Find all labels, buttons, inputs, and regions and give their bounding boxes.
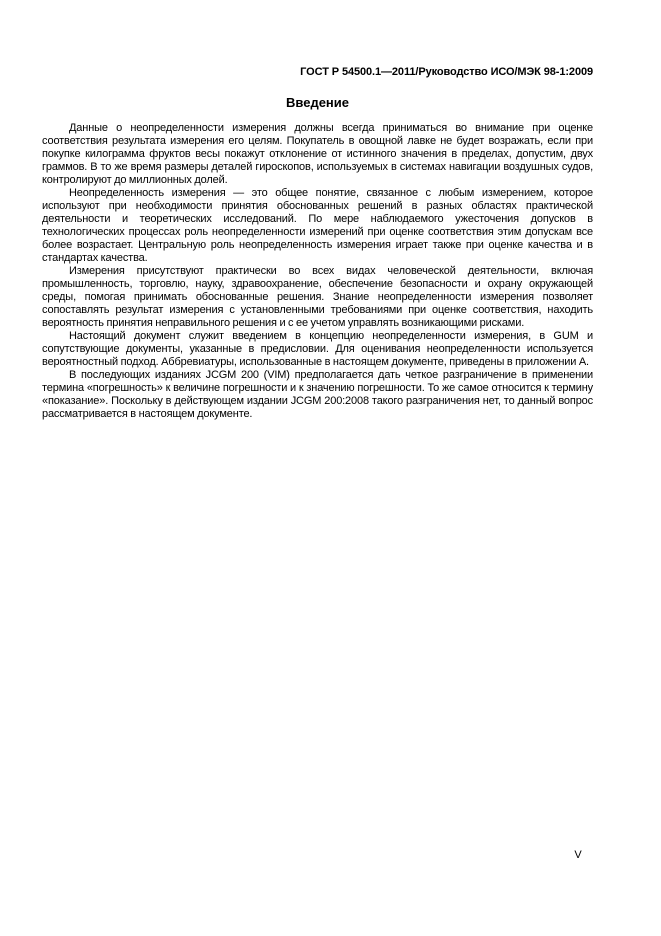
- paragraph-3: Измерения присутствуют практически во всех видах человеческой деятельности, включая промышленность, торговлю, науку, здравоохранение, обеспечение безопасности и охрану окружающей среды, помогая принимать обоснованные решения. Знание неопределенности измерения позволяет сопоставлять результат измерения с установленными требованиями при оценке соответствия, находить вероятность принятия неправильного решения и с ее учетом управлять возникающими рисками.: [42, 265, 593, 329]
- paragraph-4: Настоящий документ служит введением в концепцию неопределенности измерения, в GUM и сопутствующие документы, указанные в предисловии. Для оценивания неопределенности используется вероятностный подход. Аббревиатуры, использованные в настоящем документе, приведены в приложении А.: [42, 330, 593, 368]
- paragraph-1: Данные о неопределенности измерения должны всегда приниматься во внимание при оценке соответствия результата измерения его целям. Покупатель в овощной лавке не будет возражать, если при покупке килограмма фруктов весы покажут отклонение от истинного значения в пределах, допустим, двух граммов. В то же время размеры деталей гироскопов, используемых в системах навигации воздушных судов, контролируют до миллионных долей.: [42, 122, 593, 186]
- paragraph-2: Неопределенность измерения — это общее понятие, связанное с любым измерением, которое используют при необходимости принятия обоснованных решений в разных областях практической деятельности и теоретических исследований. По мере наблюдаемого ужесточения допусков в технологических процессах роль неопределенности измерений при оценке соответствия этим допускам все более возрастает. Центральную роль неопределенность измерения играет также при оценке качества и в стандартах качества.: [42, 187, 593, 264]
- paragraph-5: В последующих изданиях JCGM 200 (VIM) предполагается дать четкое разграничение в применении термина «погрешность» к величине погрешности и к значению погрешности. То же самое относится к термину «показание». Поскольку в действующем издании JCGM 200:2008 такого разграничения нет, то данный вопрос рассматривается в настоящем документе.: [42, 369, 593, 420]
- document-body: [42, 122, 593, 421]
- page-number: V: [574, 849, 582, 861]
- document-header: ГОСТ Р 54500.1—2011/Руководство ИСО/МЭК 98-1:2009: [300, 66, 593, 78]
- page-title: Введение: [286, 95, 349, 110]
